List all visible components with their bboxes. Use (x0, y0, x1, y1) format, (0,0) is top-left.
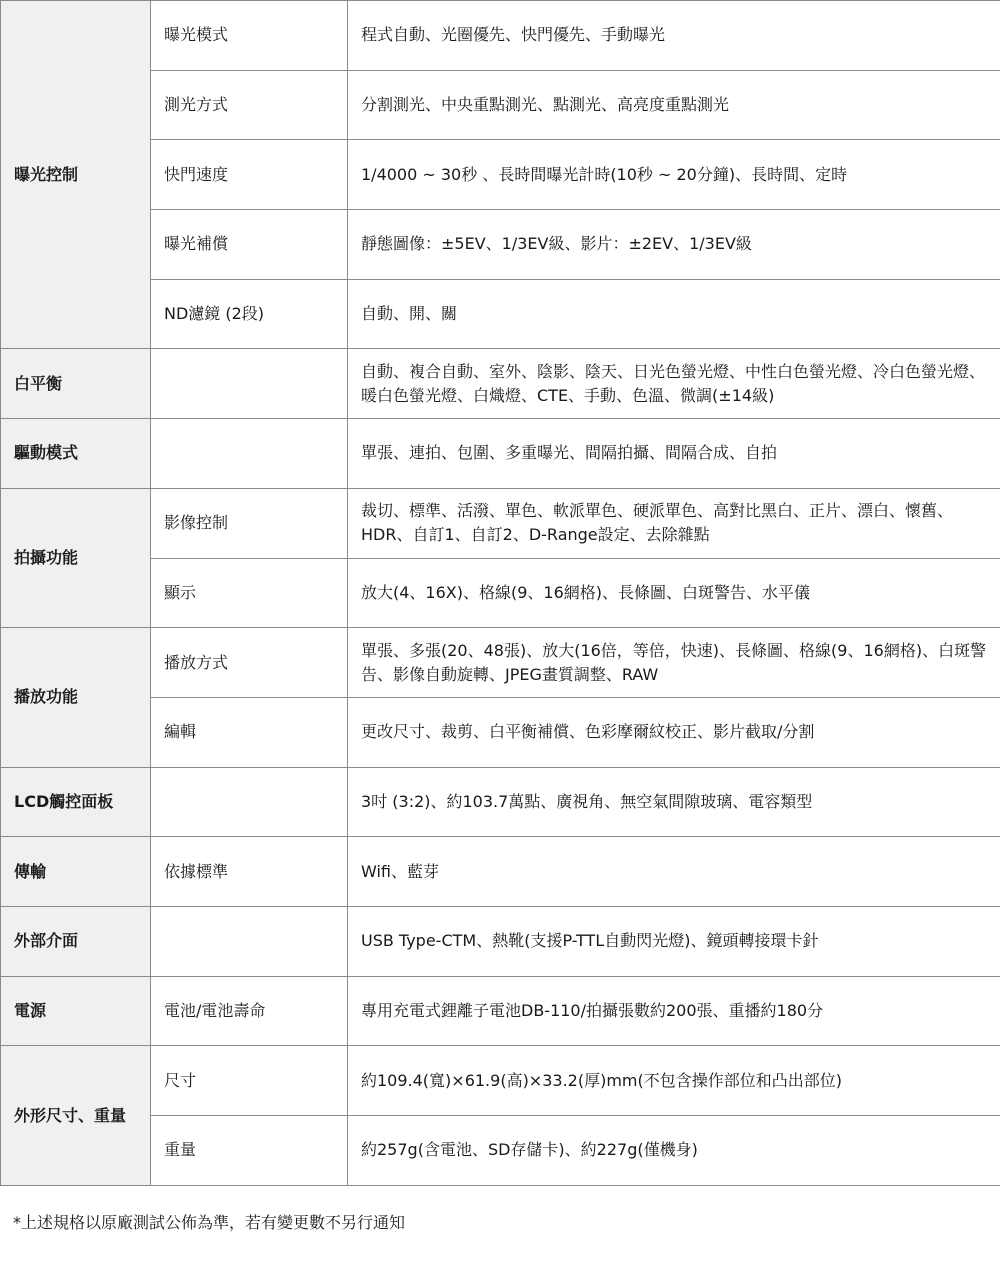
footnote: *上述規格以原廠測試公佈為準，若有變更數不另行通知 (13, 1213, 406, 1232)
label-cell (151, 767, 348, 837)
label-cell: 播放方式 (151, 628, 348, 698)
category-cell: 白平衡 (1, 349, 151, 419)
label-cell: 曝光補償 (151, 210, 348, 280)
value-cell: 更改尺寸、裁剪、白平衡補償、色彩摩爾紋校正、影片截取/分割 (348, 697, 1000, 767)
table-row (1, 488, 1000, 558)
category-cell: 外部介面 (1, 906, 151, 976)
label-cell: 顯示 (151, 558, 348, 628)
value-cell: 1/4000 ~ 30秒 、長時間曝光計時(10秒 ~ 20分鐘)、長時間、定時 (348, 140, 1000, 210)
label-cell: 測光方式 (151, 70, 348, 140)
value-cell: 程式自動、光圈優先、快門優先、手動曝光 (348, 1, 1000, 71)
category-cell: 外形尺寸、重量 (1, 1046, 151, 1185)
value-cell: Wifi、藍芽 (348, 837, 1000, 907)
label-cell (151, 349, 348, 419)
category-cell: 播放功能 (1, 628, 151, 767)
category-cell: 電源 (1, 976, 151, 1046)
table-row (1, 140, 1000, 210)
table-row (1, 419, 1000, 489)
label-cell: 編輯 (151, 697, 348, 767)
label-cell (151, 906, 348, 976)
table-row (1, 1046, 1000, 1116)
category-cell: 驅動模式 (1, 419, 151, 489)
table-row (1, 1, 1000, 71)
table-row (1, 976, 1000, 1046)
value-cell: USB Type-CTM、熱靴(支援P-TTL自動閃光燈)、鏡頭轉接環卡針 (348, 906, 1000, 976)
label-cell: 電池/電池壽命 (151, 976, 348, 1046)
label-cell: ND濾鏡 (2段) (151, 279, 348, 349)
value-cell: 靜態圖像：±5EV、1/3EV級、影片：±2EV、1/3EV級 (348, 210, 1000, 280)
table-row (1, 279, 1000, 349)
value-cell: 單張、多張(20、48張)、放大(16倍，等倍，快速)、長條圖、格線(9、16網格)、白斑警告、影像自動旋轉、JPEG畫質調整、RAW (348, 628, 1000, 698)
value-cell: 專用充電式鋰離子電池DB-110/拍攝張數約200張、重播約180分 (348, 976, 1000, 1046)
table-row (1, 906, 1000, 976)
category-cell: 傳輸 (1, 837, 151, 907)
table-row (1, 349, 1000, 419)
category-cell: 曝光控制 (1, 1, 151, 349)
value-cell: 裁切、標準、活潑、單色、軟派單色、硬派單色、高對比黑白、正片、漂白、懷舊、HDR、自訂1、自訂2、D-Range設定、去除雜點 (348, 488, 1000, 558)
table-row (1, 837, 1000, 907)
value-cell: 自動、複合自動、室外、陰影、陰天、日光色螢光燈、中性白色螢光燈、冷白色螢光燈、暖白色螢光燈、白熾燈、CTE、手動、色溫、微調(±14級) (348, 349, 1000, 419)
value-cell: 放大(4、16X)、格線(9、16網格)、長條圖、白斑警告、水平儀 (348, 558, 1000, 628)
label-cell (151, 419, 348, 489)
category-cell: LCD觸控面板 (1, 767, 151, 837)
label-cell: 依據標準 (151, 837, 348, 907)
table-row (1, 210, 1000, 280)
value-cell: 分割測光、中央重點測光、點測光、高亮度重點測光 (348, 70, 1000, 140)
label-cell: 快門速度 (151, 140, 348, 210)
label-cell: 重量 (151, 1116, 348, 1186)
label-cell: 影像控制 (151, 488, 348, 558)
table-row (1, 558, 1000, 628)
table-row (1, 70, 1000, 140)
value-cell: 3吋 (3:2)、約103.7萬點、廣視角、無空氣間隙玻璃、電容類型 (348, 767, 1000, 837)
label-cell: 曝光模式 (151, 1, 348, 71)
table-row (1, 1116, 1000, 1186)
value-cell: 約257g(含電池、SD存儲卡)、約227g(僅機身) (348, 1116, 1000, 1186)
table-row (1, 767, 1000, 837)
value-cell: 約109.4(寬)×61.9(高)×33.2(厚)mm(不包含操作部位和凸出部位) (348, 1046, 1000, 1116)
table-row (1, 628, 1000, 698)
table-row (1, 697, 1000, 767)
category-cell: 拍攝功能 (1, 488, 151, 627)
value-cell: 單張、連拍、包圍、多重曝光、間隔拍攝、間隔合成、自拍 (348, 419, 1000, 489)
label-cell: 尺寸 (151, 1046, 348, 1116)
value-cell: 自動、開、關 (348, 279, 1000, 349)
